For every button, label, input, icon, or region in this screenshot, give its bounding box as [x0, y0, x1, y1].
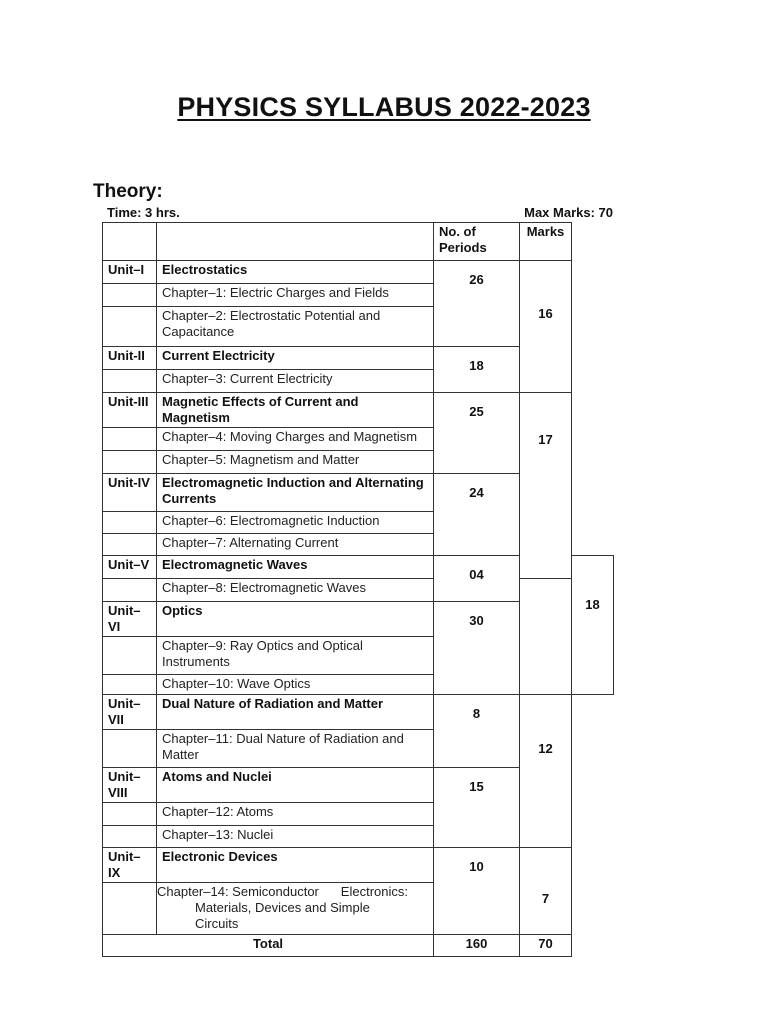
total-periods: 160	[434, 935, 520, 957]
periods-cell	[434, 393, 520, 474]
table-row	[103, 637, 614, 675]
chapter-label: Chapter–10: Wave Optics	[157, 675, 434, 695]
total-label: Total	[103, 935, 434, 957]
unit-title: Electromagnetic Induction and Alternating Currents	[157, 474, 434, 512]
unit-title: Electromagnetic Waves	[157, 556, 434, 579]
chapter-label: Chapter–4: Moving Charges and Magnetism	[157, 428, 434, 451]
table-row	[103, 261, 614, 284]
chapter-label: Chapter–11: Dual Nature of Radiation and Matter	[157, 730, 434, 768]
page-title: PHYSICS SYLLABUS 2022-2023	[177, 92, 591, 122]
syllabus-table	[102, 222, 614, 957]
unit-label: Unit–IX	[103, 848, 157, 883]
unit-label: Unit-II	[103, 347, 157, 370]
periods-value: 8	[472, 706, 481, 721]
marks-cell	[572, 556, 614, 695]
periods-cell	[434, 261, 520, 347]
table-header-row	[103, 223, 614, 261]
chapter-label: Chapter–5: Magnetism and Matter	[157, 451, 434, 474]
chapter-14-part: Electronics:	[340, 884, 408, 899]
periods-value: 25	[469, 404, 484, 419]
periods-value: 24	[469, 485, 484, 500]
periods-value: 18	[469, 358, 484, 373]
table-row	[103, 602, 614, 637]
periods-value: 04	[469, 567, 484, 582]
chapter-14-part: Materials, Devices and Simple	[195, 900, 370, 915]
table-row	[103, 848, 614, 883]
header-topic	[157, 223, 434, 261]
chapter-label: Chapter–8: Electromagnetic Waves	[157, 579, 434, 602]
periods-value: 30	[469, 613, 484, 628]
header-periods: No. of Periods	[434, 223, 520, 261]
unit-title: Electrostatics	[157, 261, 434, 284]
unit-label: Unit-III	[103, 393, 157, 428]
unit-label: Unit–VI	[103, 602, 157, 637]
marks-value: 12	[538, 741, 553, 756]
unit-title: Electronic Devices	[157, 848, 434, 883]
marks-cell	[520, 261, 572, 393]
marks-value: 17	[538, 432, 553, 447]
chapter-label: Chapter–7: Alternating Current	[157, 534, 434, 556]
total-row	[103, 935, 614, 957]
unit-title: Current Electricity	[157, 347, 434, 370]
chapter-label: Chapter–6: Electromagnetic Induction	[157, 512, 434, 534]
unit-label: Unit-IV	[103, 474, 157, 512]
periods-value: 15	[469, 779, 484, 794]
marks-value: 16	[538, 306, 553, 321]
periods-cell	[434, 347, 520, 393]
unit-title: Optics	[157, 602, 434, 637]
chapter-14-part: Chapter–14: Semiconductor	[157, 884, 319, 899]
periods-value: 10	[469, 859, 484, 874]
unit-label: Unit–V	[103, 556, 157, 579]
unit-title: Atoms and Nuclei	[157, 768, 434, 803]
marks-value: 7	[541, 891, 550, 906]
unit-label: Unit–VII	[103, 695, 157, 730]
unit-title: Dual Nature of Radiation and Matter	[157, 695, 434, 730]
unit-title: Magnetic Effects of Current and Magnetism	[157, 393, 434, 428]
table-row	[103, 579, 614, 602]
table-row	[103, 393, 614, 428]
chapter-label	[157, 883, 434, 935]
periods-cell	[434, 602, 520, 695]
chapter-label: Chapter–13: Nuclei	[157, 826, 434, 848]
chapter-14-part: Circuits	[195, 916, 239, 931]
marks-cell	[520, 393, 572, 579]
section-heading: Theory:	[93, 181, 163, 202]
chapter-label: Chapter–9: Ray Optics and Optical Instruments	[157, 637, 434, 675]
chapter-label: Chapter–2: Electrostatic Potential and Capacitance	[157, 307, 434, 347]
marks-cell	[520, 848, 572, 935]
header-unit	[103, 223, 157, 261]
chapter-label: Chapter–3: Current Electricity	[157, 370, 434, 393]
chapter-label: Chapter–12: Atoms	[157, 803, 434, 826]
exam-time: Time: 3 hrs.	[107, 205, 180, 220]
periods-cell	[434, 768, 520, 848]
table-row	[103, 675, 614, 695]
marks-cell	[520, 695, 572, 848]
periods-cell	[434, 474, 520, 556]
max-marks: Max Marks: 70	[524, 205, 613, 220]
periods-cell	[434, 695, 520, 768]
periods-value: 26	[469, 272, 484, 287]
total-marks: 70	[520, 935, 572, 957]
periods-cell	[434, 848, 520, 935]
unit-label: Unit–VIII	[103, 768, 157, 803]
table-row	[103, 695, 614, 730]
marks-value: 18	[585, 597, 600, 612]
unit-label: Unit–I	[103, 261, 157, 284]
periods-cell	[434, 556, 520, 602]
chapter-label: Chapter–1: Electric Charges and Fields	[157, 284, 434, 307]
header-marks: Marks	[520, 223, 572, 261]
